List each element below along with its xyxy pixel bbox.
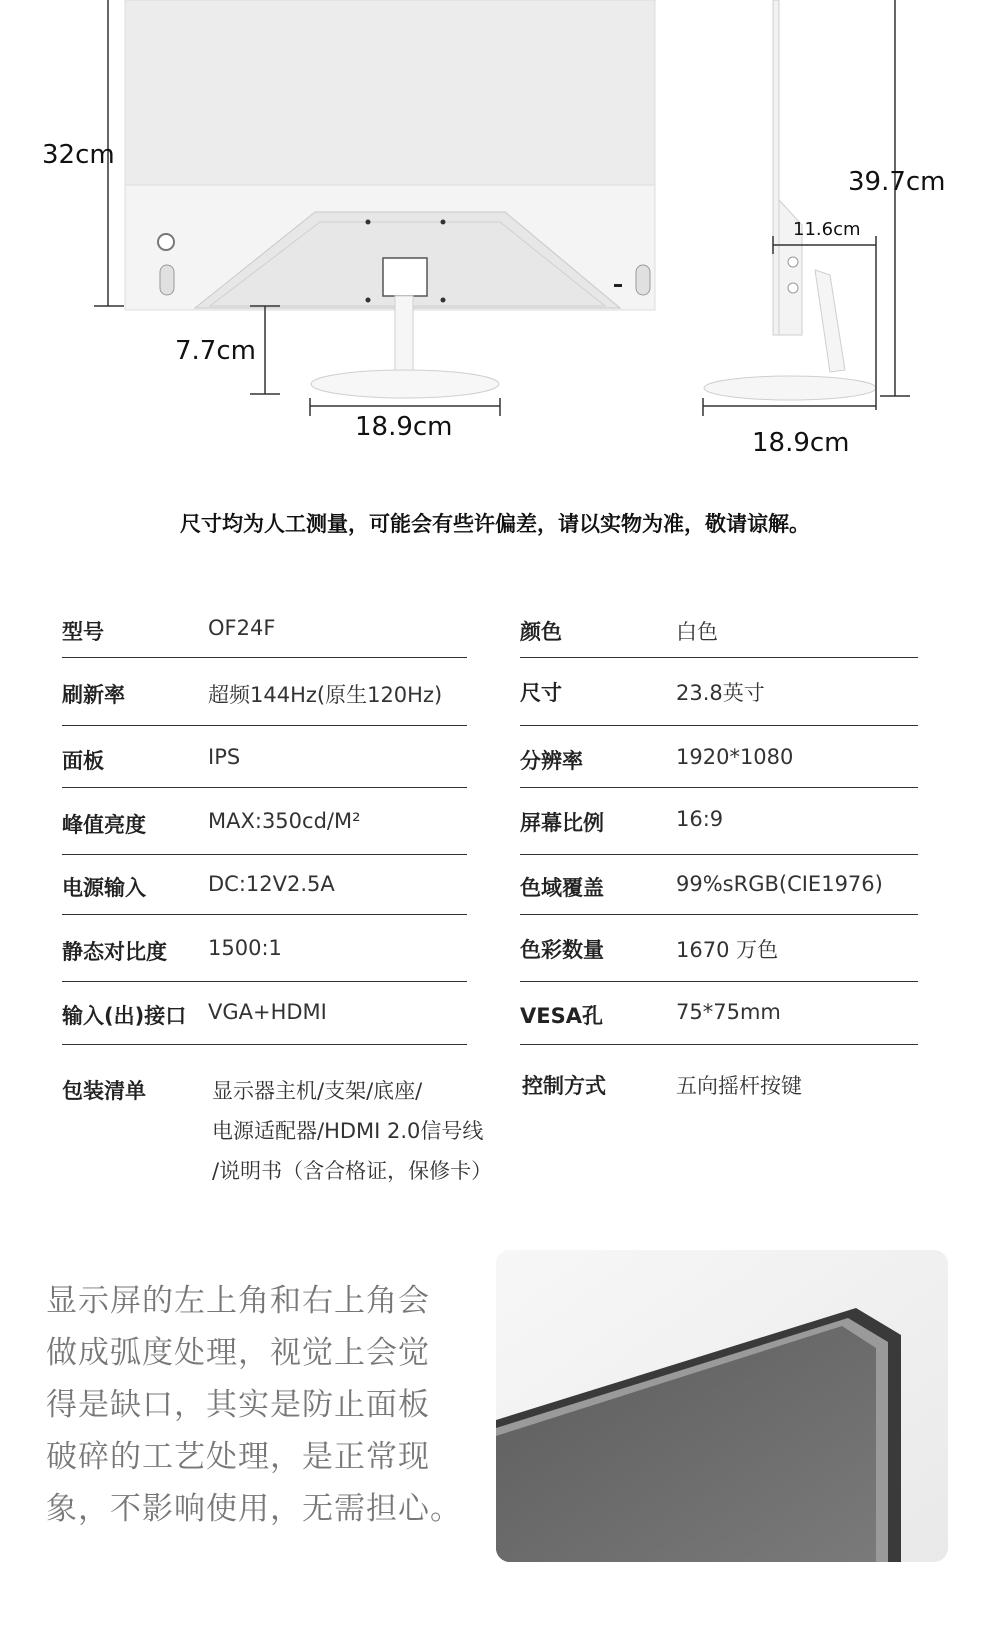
text-line: 得是缺口，其实是防止面板: [46, 1387, 430, 1423]
spec-value: VGA+HDMI: [208, 1000, 327, 1024]
spec-row: [520, 725, 918, 788]
spec-label: 面板: [62, 749, 104, 773]
text-line: 做成弧度处理，视觉上会觉: [46, 1335, 430, 1371]
spec-row: [62, 600, 467, 658]
package-line: 显示器主机/支架/底座/: [212, 1079, 423, 1103]
control-value: 五向摇杆按键: [676, 1074, 802, 1098]
package-line: /说明书（含合格证，保修卡）: [212, 1159, 493, 1183]
spec-value: 75*75mm: [676, 1000, 781, 1024]
spec-label: 峰值亮度: [62, 813, 146, 837]
spec-value: 16:9: [676, 807, 724, 831]
package-line: 电源适配器/HDMI 2.0信号线: [212, 1119, 484, 1143]
spec-row: [520, 600, 918, 658]
measurement-notice: 尺寸均为人工测量，可能会有些许偏差，请以实物为准，敬请谅解。: [180, 512, 810, 536]
spec-label: 色域覆盖: [520, 876, 604, 900]
dim-screen-height: 32cm: [42, 140, 115, 170]
spec-row: [62, 854, 467, 915]
spec-row: [520, 981, 918, 1045]
dim-base-width-side: 18.9cm: [752, 428, 850, 458]
spec-row: [520, 914, 918, 982]
dim-total-height: 39.7cm: [848, 167, 946, 197]
spec-value: 1500:1: [208, 936, 282, 960]
dim-base-width-front: 18.9cm: [355, 412, 453, 442]
notch-explanation: [46, 1275, 486, 1535]
text-line: 象，不影响使用，无需担心。: [46, 1491, 462, 1527]
spec-value: 1920*1080: [676, 745, 794, 769]
dim-depth: 11.6cm: [793, 219, 861, 240]
spec-label: 电源输入: [62, 876, 146, 900]
control-label: 控制方式: [522, 1074, 606, 1098]
spec-value: MAX:350cd/M²: [208, 809, 361, 833]
spec-row: [62, 981, 467, 1045]
spec-row: [62, 787, 467, 855]
spec-value: DC:12V2.5A: [208, 872, 335, 896]
dim-stand-height: 7.7cm: [175, 336, 256, 366]
spec-value: IPS: [208, 745, 241, 769]
spec-label: 色彩数量: [520, 938, 604, 962]
spec-label: 静态对比度: [62, 940, 167, 964]
spec-label: 输入(出)接口: [62, 1004, 187, 1028]
spec-value: 99%sRGB(CIE1976): [676, 872, 883, 896]
spec-value: 1670 万色: [676, 938, 779, 962]
spec-row: [62, 914, 467, 982]
spec-row: [62, 657, 467, 726]
spec-row: [520, 787, 918, 855]
spec-value: 超频144Hz(原生120Hz): [208, 683, 443, 707]
spec-value: 白色: [676, 620, 718, 644]
spec-label: 尺寸: [520, 681, 562, 705]
text-line: 破碎的工艺处理，是正常现: [46, 1439, 430, 1475]
text-line: 显示屏的左上角和右上角会: [46, 1283, 430, 1319]
spec-label: 分辨率: [520, 749, 583, 773]
spec-row: [62, 725, 467, 788]
package-label: 包装清单: [62, 1079, 146, 1103]
spec-label: 刷新率: [62, 683, 125, 707]
spec-label: 屏幕比例: [520, 811, 604, 835]
spec-value: 23.8英寸: [676, 681, 765, 705]
screen-corner-closeup: [496, 1250, 948, 1562]
spec-value: OF24F: [208, 616, 276, 640]
spec-label: 型号: [62, 620, 104, 644]
spec-label: VESA孔: [520, 1004, 603, 1028]
spec-row: [520, 854, 918, 915]
spec-label: 颜色: [520, 620, 562, 644]
spec-row: [520, 657, 918, 726]
